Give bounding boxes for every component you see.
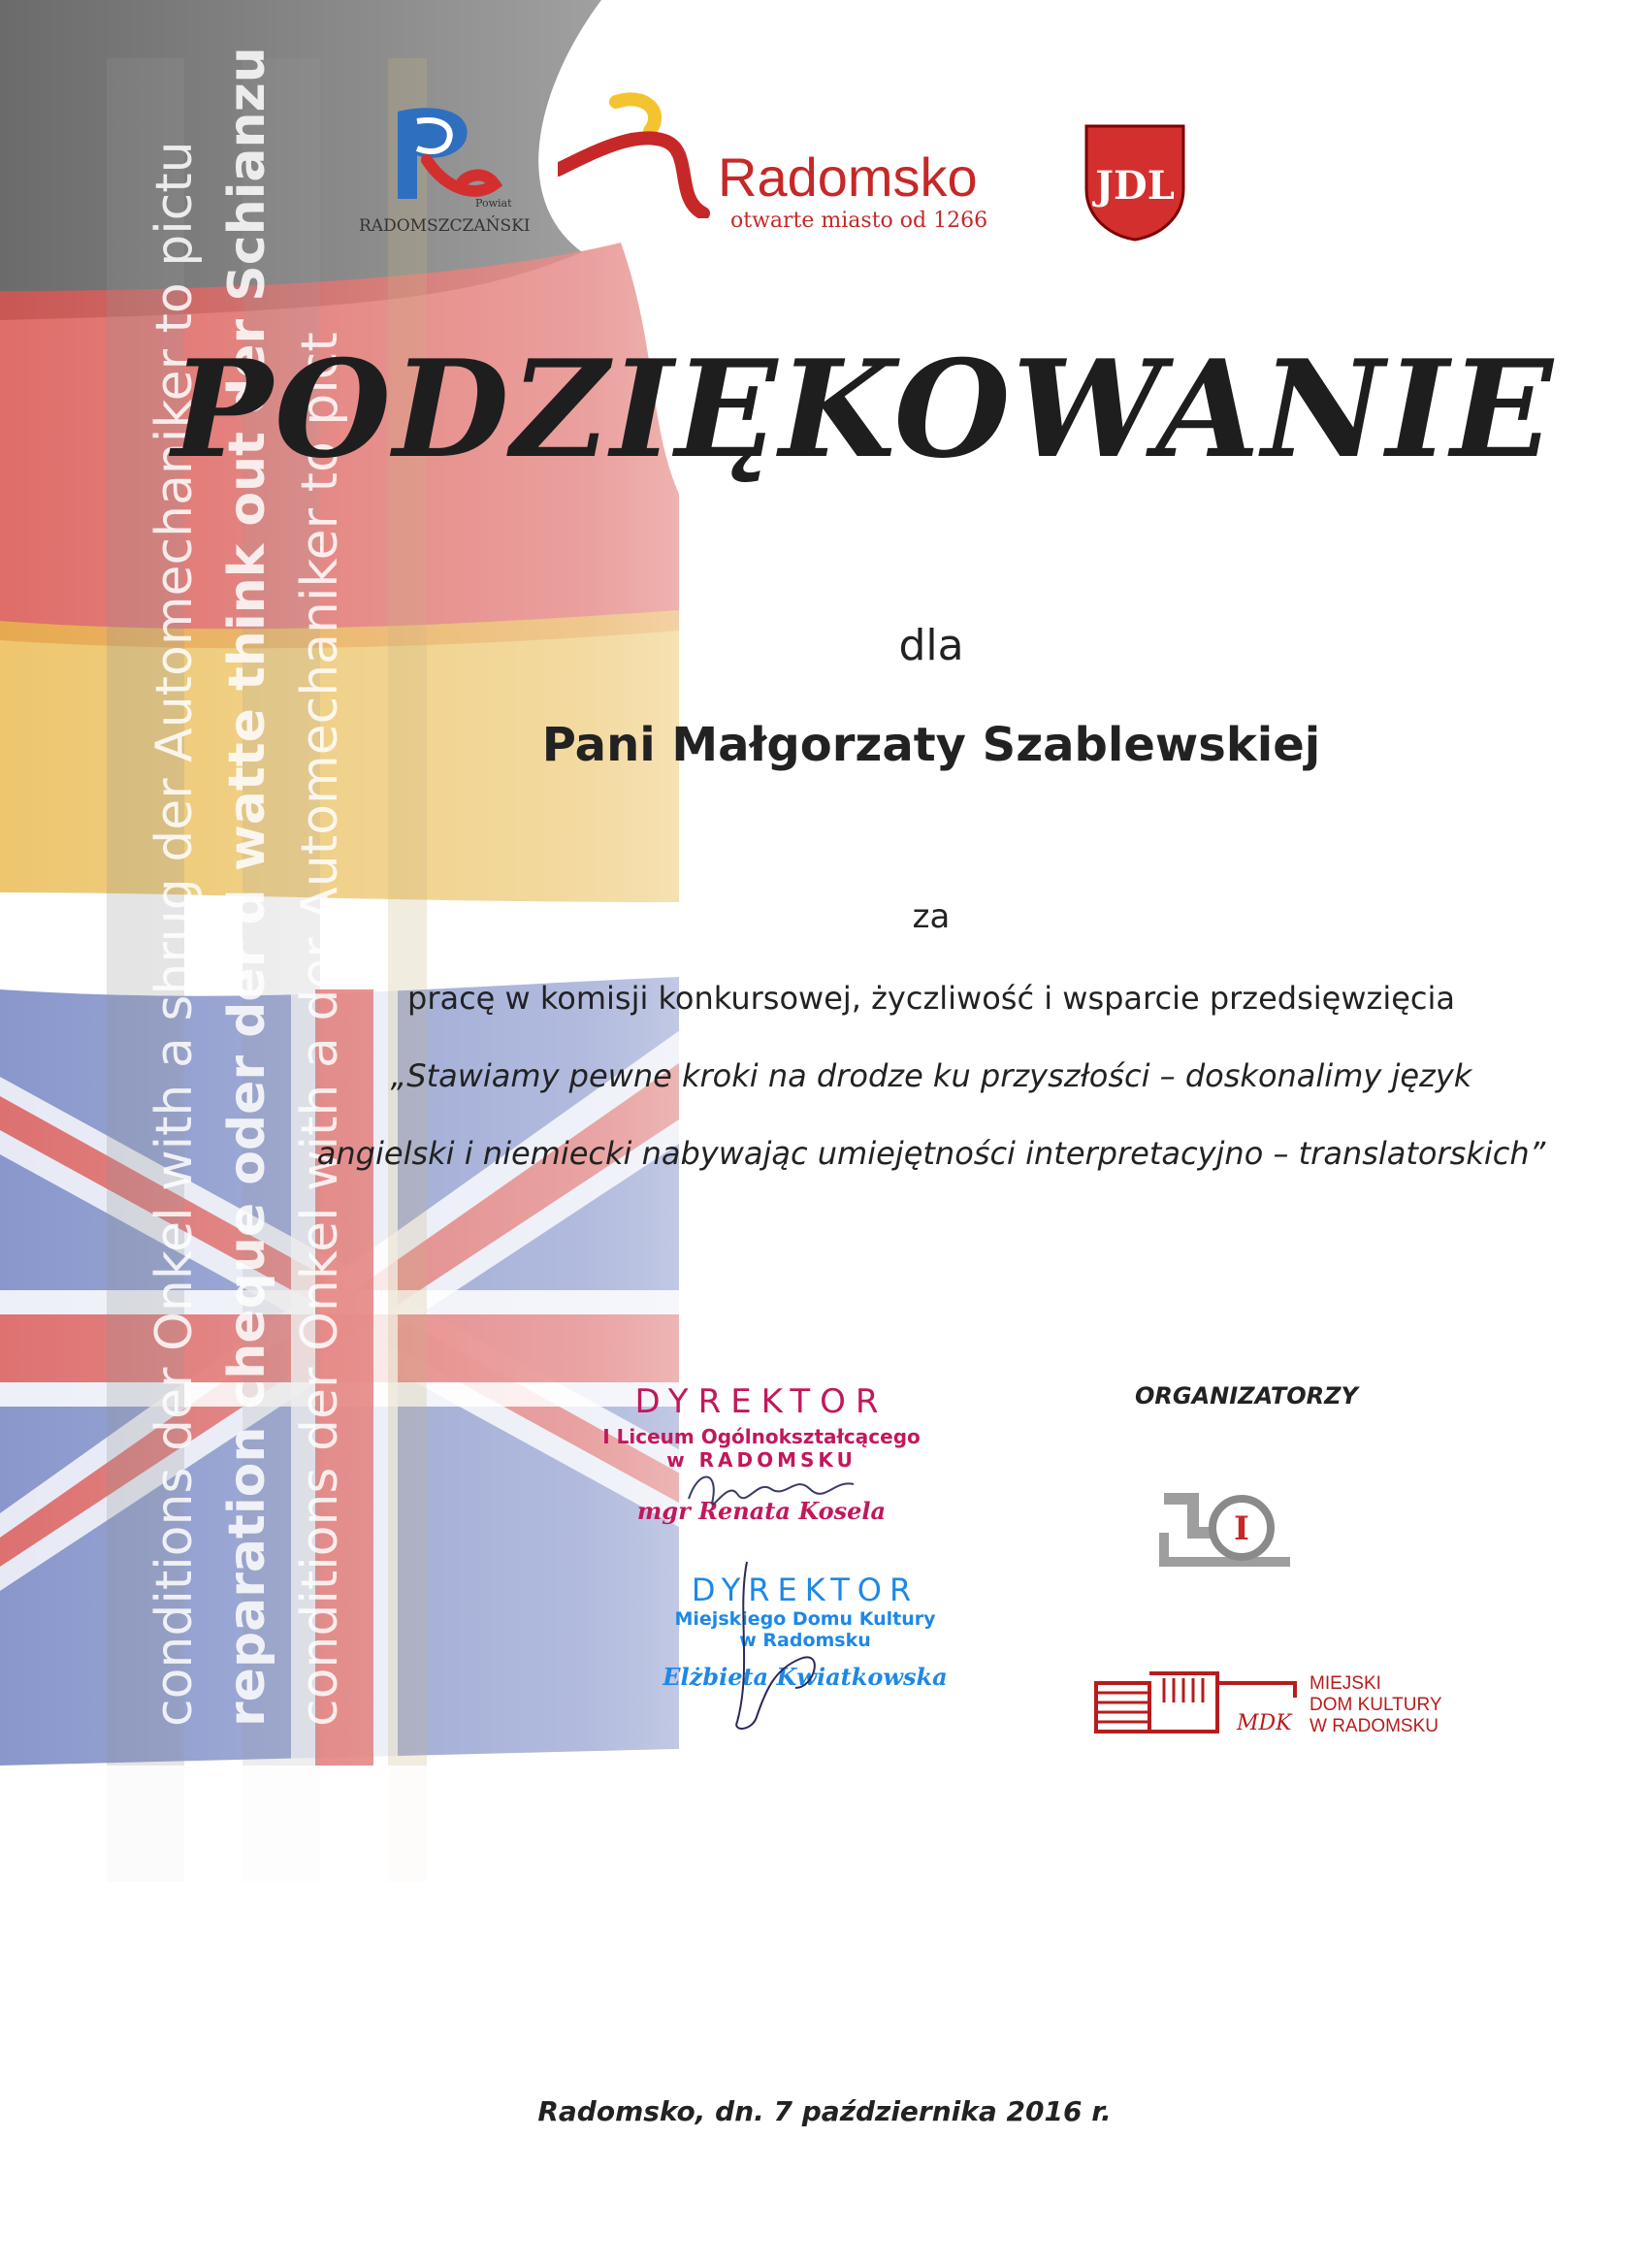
for-label: dla (898, 621, 964, 670)
radomsko-name: Radomsko (718, 146, 978, 208)
organizers-label: ORGANIZATORZY (1135, 1382, 1358, 1409)
mdk-text (1310, 1673, 1442, 1737)
mdk-building-icon (1091, 1664, 1305, 1741)
coat-of-arms-letters: JDL (1095, 163, 1175, 209)
mdk-abbr: MDK (1237, 1711, 1292, 1735)
certificate-title: PODZIĘKOWANIE (172, 330, 1555, 488)
radomsko-logo (558, 92, 994, 238)
reason-line-3: angielski i niemiecki nabywając umiejętności interpretacyjno – translatorskich” (316, 1135, 1546, 1172)
powiat-logo (359, 102, 534, 247)
stamp1-name: mgr Renata Kosela (636, 1497, 887, 1525)
stamp2-line1: Miejskiego Domu Kultury (674, 1608, 936, 1630)
stamp2-line2: w Radomsku (739, 1630, 871, 1651)
mdk-logo (1091, 1664, 1499, 1751)
radomsko-swoosh (558, 92, 723, 218)
reason-line-1: pracę w komisji konkursowej, życzliwość i wsparcie przedsięwzięcia (407, 980, 1455, 1017)
powiat-small-text: Powiat (475, 197, 512, 210)
watermark-text-1: conditions der Onkel with a shrug der Automechaniker to pictu (146, 141, 204, 1727)
certificate-date: Radomsko, dn. 7 października 2016 r. (537, 2095, 1112, 2127)
stamp1-line2: w RADOMSKU (666, 1448, 857, 1472)
signature-1 (679, 1460, 873, 1528)
stamp1-line1: I Liceum Ogólnokształcącego (602, 1425, 921, 1448)
watermark-text-3: conditions der Onkel with a der Automechaniker to pict (291, 332, 349, 1727)
radomsko-tagline: otwarte miasto od 1266 (730, 209, 988, 233)
stamp2-name: Elżbieta Kwiatkowska (663, 1663, 948, 1691)
mdk-line-2: DOM KULTURY (1310, 1695, 1442, 1715)
stamp2-title: DYREKTOR (691, 1571, 920, 1608)
lo-logo-numeral: I (1234, 1509, 1249, 1548)
powiat-logo-mark (359, 102, 534, 209)
powiat-name: RADOMSZCZAŃSKI (359, 216, 531, 236)
lo-logo (1154, 1489, 1300, 1586)
reason-label: za (912, 897, 951, 936)
coat-of-arms (1082, 121, 1188, 243)
mdk-line-3: W RADOMSKU (1310, 1716, 1439, 1736)
mdk-line-1: MIEJSKI (1310, 1673, 1381, 1694)
watermark-text-2: reparation cheque oder der d watte think out der Schianzu (218, 47, 276, 1727)
stamp1-title: DYREKTOR (634, 1382, 889, 1421)
reason-line-2: „Stawiamy pewne kroki na drodze ku przyszłości – doskonalimy język (390, 1057, 1472, 1094)
signature-2 (708, 1552, 844, 1736)
recipient-name: Pani Małgorzaty Szablewskiej (541, 718, 1321, 772)
